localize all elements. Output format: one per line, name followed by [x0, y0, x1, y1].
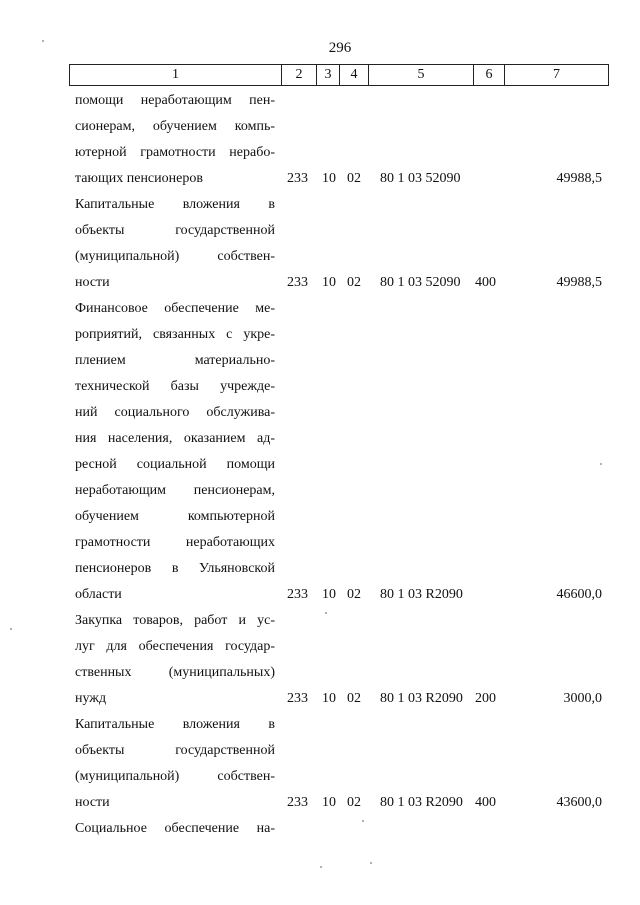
- row-1-description-line: (муниципальной) собствен-: [75, 249, 275, 264]
- row-2-subsection: 02: [347, 587, 361, 602]
- row-3-target: 80 1 03 R2090: [380, 691, 463, 706]
- row-2-description-line: пенсионеров в Ульяновской: [75, 561, 275, 576]
- row-0-target: 80 1 03 52090: [380, 171, 461, 186]
- row-4-amount: 43600,0: [556, 795, 602, 810]
- row-3-description-line: луг для обеспечения государ-: [75, 639, 275, 654]
- row-2-target: 80 1 03 R2090: [380, 587, 463, 602]
- row-1-target: 80 1 03 52090: [380, 275, 461, 290]
- scan-speck: [42, 40, 44, 42]
- row-2-description-line: обучением компьютерной: [75, 509, 275, 524]
- row-1-description-line: Капитальные вложения в: [75, 197, 275, 212]
- row-1-amount: 49988,5: [556, 275, 602, 290]
- scan-speck: [370, 862, 372, 864]
- row-3-description-line: нужд: [75, 691, 107, 706]
- row-2-description-line: области: [75, 587, 122, 602]
- row-4-description-line: (муниципальной) собствен-: [75, 769, 275, 784]
- scan-speck: [600, 463, 602, 465]
- row-1-type: 400: [475, 275, 496, 290]
- row-0-section: 10: [322, 171, 336, 186]
- column-header-row: [70, 65, 609, 86]
- row-4-subsection: 02: [347, 795, 361, 810]
- row-0-subsection: 02: [347, 171, 361, 186]
- row-2-description-line: ний социального обслужива-: [75, 405, 275, 420]
- row-2-description-line: плением материально-: [75, 353, 275, 368]
- row-2-description-line: неработающим пенсионерам,: [75, 483, 275, 498]
- row-0-description-line: тающих пенсионеров: [75, 171, 203, 186]
- row-4-description-line: объекты государственной: [75, 743, 275, 758]
- row-4-target: 80 1 03 R2090: [380, 795, 463, 810]
- row-3-description-line: Закупка товаров, работ и ус-: [75, 613, 275, 628]
- column-header-2: 2: [282, 65, 317, 86]
- row-3-amount: 3000,0: [563, 691, 602, 706]
- row-4-type: 400: [475, 795, 496, 810]
- row-2-description-line: технической базы учрежде-: [75, 379, 275, 394]
- scan-speck: [10, 628, 12, 630]
- scan-speck: [320, 866, 322, 868]
- row-3-type: 200: [475, 691, 496, 706]
- column-header-5: 5: [369, 65, 474, 86]
- row-0-amount: 49988,5: [556, 171, 602, 186]
- column-header-7: 7: [505, 65, 609, 86]
- row-1-code: 233: [287, 275, 308, 290]
- row-2-description-line: ния населения, оказанием ад-: [75, 431, 275, 446]
- row-1-subsection: 02: [347, 275, 361, 290]
- row-4-code: 233: [287, 795, 308, 810]
- column-header-6: 6: [474, 65, 505, 86]
- row-0-description-line: ютерной грамотности нерабо-: [75, 145, 275, 160]
- row-4-description-line: ности: [75, 795, 110, 810]
- page-number: 296: [328, 40, 352, 56]
- column-header-3: 3: [317, 65, 340, 86]
- row-3-section: 10: [322, 691, 336, 706]
- row-0-code: 233: [287, 171, 308, 186]
- row-1-description-line: объекты государственной: [75, 223, 275, 238]
- row-2-description-line: Финансовое обеспечение ме-: [75, 301, 275, 316]
- row-3-subsection: 02: [347, 691, 361, 706]
- scan-speck: [362, 820, 364, 822]
- column-header-4: 4: [340, 65, 369, 86]
- row-4-section: 10: [322, 795, 336, 810]
- row-3-code: 233: [287, 691, 308, 706]
- row-5-description-line: Социальное обеспечение на-: [75, 821, 275, 836]
- row-1-description-line: ности: [75, 275, 110, 290]
- row-2-description-line: роприятий, связанных с укре-: [75, 327, 275, 342]
- row-2-description-line: ресной социальной помощи: [75, 457, 275, 472]
- row-2-code: 233: [287, 587, 308, 602]
- row-1-section: 10: [322, 275, 336, 290]
- scan-speck: [325, 612, 327, 614]
- row-4-description-line: Капитальные вложения в: [75, 717, 275, 732]
- row-3-description-line: ственных (муниципальных): [75, 665, 275, 680]
- row-2-description-line: грамотности неработающих: [75, 535, 275, 550]
- row-0-description-line: сионерам, обучением компь-: [75, 119, 275, 134]
- column-header-1: 1: [70, 65, 282, 86]
- row-2-amount: 46600,0: [556, 587, 602, 602]
- column-header-table: [69, 64, 609, 86]
- row-0-description-line: помощи неработающим пен-: [75, 93, 275, 108]
- row-2-section: 10: [322, 587, 336, 602]
